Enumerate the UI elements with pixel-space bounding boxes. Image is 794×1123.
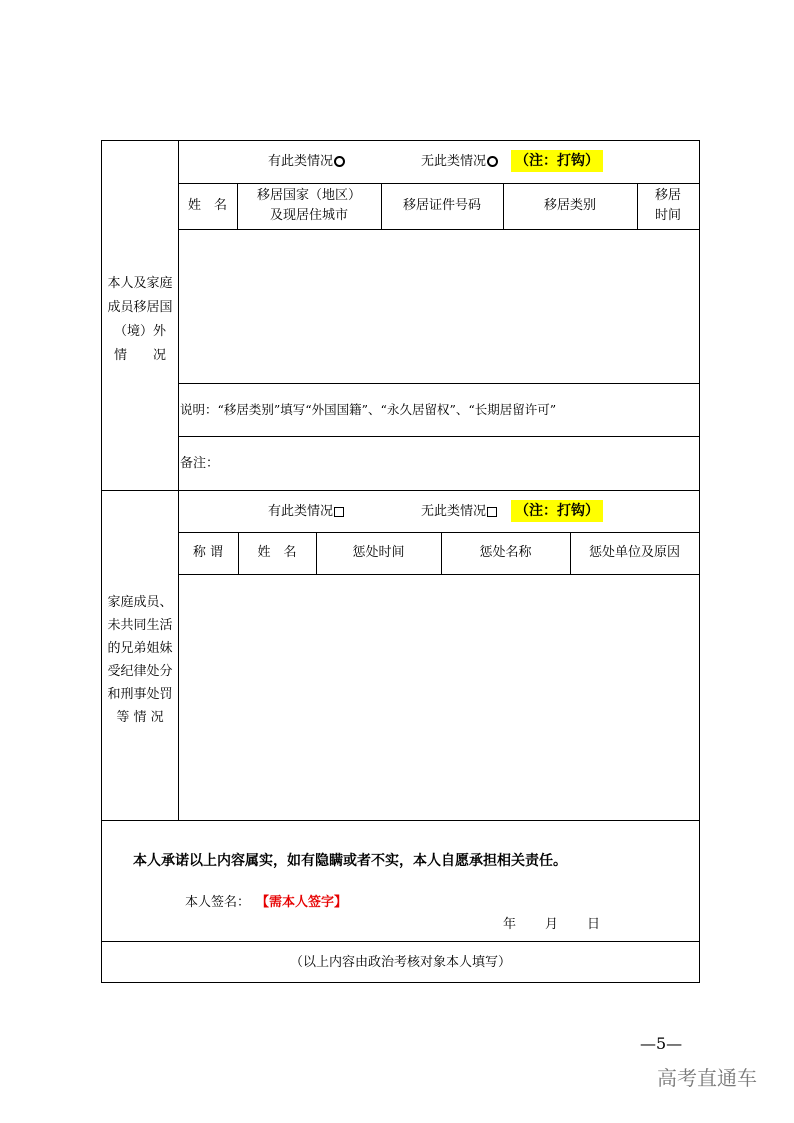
- s2-option-no-label: 无此类情况: [421, 504, 487, 519]
- s2-header-name: 姓 名: [257, 545, 297, 560]
- s2-label-line: 家庭成员、: [107, 595, 173, 610]
- s1-label-line: 本人及家庭: [107, 276, 173, 291]
- commitment-bottom-line: [101, 941, 700, 942]
- s1-label-line: 成员移居国: [107, 300, 173, 315]
- s1-note: （注：打钩）: [511, 150, 603, 172]
- s1-row-line: [178, 383, 699, 384]
- s1-option-no[interactable]: [421, 152, 498, 172]
- checkbox-icon[interactable]: [334, 507, 344, 517]
- s2-label-line: 受纪律处分: [107, 664, 173, 679]
- s2-bottom-line: [101, 820, 700, 821]
- s1-option-no-label: 无此类情况: [421, 154, 487, 169]
- s1-header-country-line1: 移居国家（地区）: [256, 188, 361, 203]
- s1-header-name: 姓 名: [187, 198, 227, 213]
- table-border-top: [101, 140, 700, 141]
- s1-header-type: 移居类别: [543, 198, 596, 213]
- s1-data-area[interactable]: [179, 230, 699, 383]
- s2-label-line: 的兄弟姐妹: [107, 641, 173, 656]
- s2-option-yes-label: 有此类情况: [268, 504, 334, 519]
- s1-label-line: （境）外: [113, 324, 166, 339]
- checkbox-icon[interactable]: [487, 507, 497, 517]
- date-year: 年: [503, 917, 517, 932]
- s1-header-country: [237, 186, 381, 226]
- page-number: —5—: [640, 1034, 683, 1053]
- s1-label: [103, 272, 177, 368]
- s1-row-line: [178, 183, 699, 184]
- s2-header-time: 惩处时间: [352, 545, 405, 560]
- table-border-right: [699, 140, 700, 982]
- table-border-bottom: [101, 982, 700, 983]
- footer-note: （以上内容由政治考核对象本人填写）: [289, 955, 511, 970]
- s1-remark[interactable]: 备注：: [180, 456, 220, 471]
- s2-header-unit: 惩处单位及原因: [588, 545, 680, 560]
- table-border-left: [101, 140, 102, 982]
- s1-header-time: [637, 186, 699, 226]
- s2-note: （注：打钩）: [511, 500, 603, 522]
- section-divider: [101, 490, 700, 491]
- s2-label: [103, 591, 177, 729]
- commitment-text: 本人承诺以上内容属实，如有隐瞒或者不实，本人自愿承担相关责任。: [133, 853, 567, 869]
- watermark: 高考直通车: [657, 1066, 757, 1090]
- s2-label-line: 等 情 况: [116, 710, 164, 725]
- s2-header-penalty: 惩处名称: [479, 545, 532, 560]
- s1-option-yes[interactable]: [268, 152, 345, 172]
- s2-header-title: 称 谓: [192, 545, 224, 560]
- date-month: 月: [545, 917, 559, 932]
- s2-option-yes[interactable]: [268, 502, 344, 522]
- s2-label-line: 未共同生活: [107, 618, 173, 633]
- radio-circle-icon[interactable]: [334, 156, 345, 167]
- s1-header-time-line1: 移居: [654, 188, 681, 203]
- date-day: 日: [587, 917, 601, 932]
- s1-explain: 说明：“移居类别”填写“外国国籍”、“永久居留权”、“长期居留许可”: [180, 402, 557, 417]
- s1-option-yes-label: 有此类情况: [268, 154, 334, 169]
- sign-label: 本人签名：: [185, 895, 251, 910]
- s2-row-line: [178, 532, 699, 533]
- s1-header-cert: 移居证件号码: [402, 198, 481, 213]
- s1-label-line: 情 况: [113, 348, 166, 363]
- s2-label-line: 和刑事处罚: [107, 687, 173, 702]
- s1-header-time-line2: 时间: [654, 208, 681, 223]
- sign-hint[interactable]: 【需本人签字】: [256, 895, 348, 910]
- radio-circle-icon[interactable]: [487, 156, 498, 167]
- s2-data-area[interactable]: [179, 575, 699, 820]
- s1-header-country-line2: 及现居住城市: [269, 208, 348, 223]
- s2-option-no[interactable]: [421, 502, 497, 522]
- s1-row-line: [178, 436, 699, 437]
